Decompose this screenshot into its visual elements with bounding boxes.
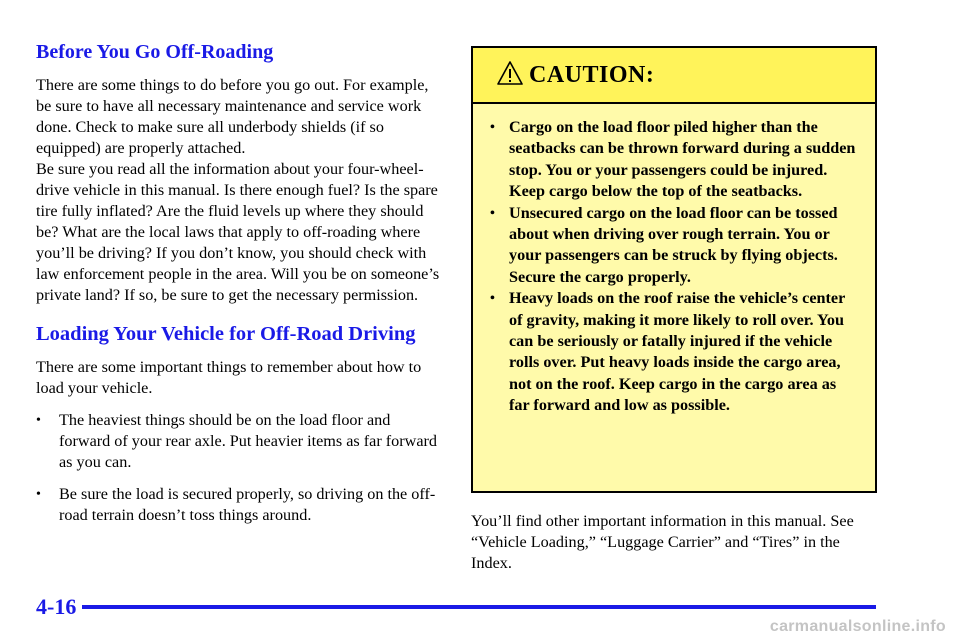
section-heading-off-roading: Before You Go Off-Roading (36, 41, 274, 63)
bullet-icon: • (36, 413, 41, 428)
caution-item (473, 203, 875, 289)
paragraph-other-information: You’ll find other important information in this manual. See “Vehicle Loading,” “Luggage Carrier” and “Tires” in the Index. (471, 512, 854, 572)
page-number: 4-16 (36, 594, 77, 619)
caution-title: CAUTION: (529, 62, 655, 88)
watermark: carmanualsonline.info (769, 618, 946, 635)
bullet-icon: • (490, 291, 495, 307)
footer-rule (82, 605, 876, 609)
caution-box (471, 46, 877, 493)
caution-item-text: Cargo on the load floor piled higher than the seatbacks can be thrown forward during a sudden stop. You or your passengers could be injured. Keep cargo below the top of the seatbacks. (509, 118, 856, 201)
caution-item (473, 117, 875, 203)
left-column (36, 40, 440, 526)
list-item (36, 410, 440, 473)
caution-item-text: Heavy loads on the roof raise the vehicle’s center of gravity, making it more likely to roll over. You can be seriously or fatally injured if the vehicle rolls over. Put heavy loads inside the cargo area, not on the roof. Keep cargo in the cargo area as far forward and low as possible. (509, 289, 845, 415)
paragraph-information: Be sure you read all the information about your four-wheel-drive vehicle in this manual. Is there enough fuel? Is the spare tire fully inflated? Are the fluid levels up where they should be? What are the local laws that apply to off-roading where you’ll be driving? If you don’t know, you should check with law enforcement people in the area. Will you be on someone’s private land? If so, be sure to get the necessary permission. (36, 160, 440, 304)
caution-item (473, 288, 875, 416)
paragraph-loading-intro: There are some important things to remember about how to load your vehicle. (36, 358, 422, 397)
bullet-icon: • (490, 205, 495, 221)
section-heading-loading: Loading Your Vehicle for Off-Road Driving (36, 323, 416, 345)
warning-triangle-icon (496, 60, 524, 86)
caution-header (473, 48, 875, 104)
caution-item-text: Unsecured cargo on the load floor can be tossed about when driving over rough terrain. You or your passengers can be struck by flying objects. Secure the cargo properly. (509, 203, 838, 286)
list-item-text: Be sure the load is secured properly, so driving on the off-road terrain doesn’t toss things around. (59, 485, 436, 524)
list-item-text: The heaviest things should be on the load floor and forward of your rear axle. Put heavier items as far forward as you can. (59, 411, 437, 471)
list-item (36, 484, 440, 526)
caution-list (473, 104, 875, 417)
bullet-icon: • (490, 120, 495, 135)
paragraph-preparation: There are some things to do before you go out. For example, be sure to have all necessary maintenance and service work done. Check to make sure all underbody shields (if so equipped) are properly attached. (36, 76, 429, 157)
loading-bullet-list (36, 410, 440, 526)
bullet-icon: • (36, 487, 41, 502)
